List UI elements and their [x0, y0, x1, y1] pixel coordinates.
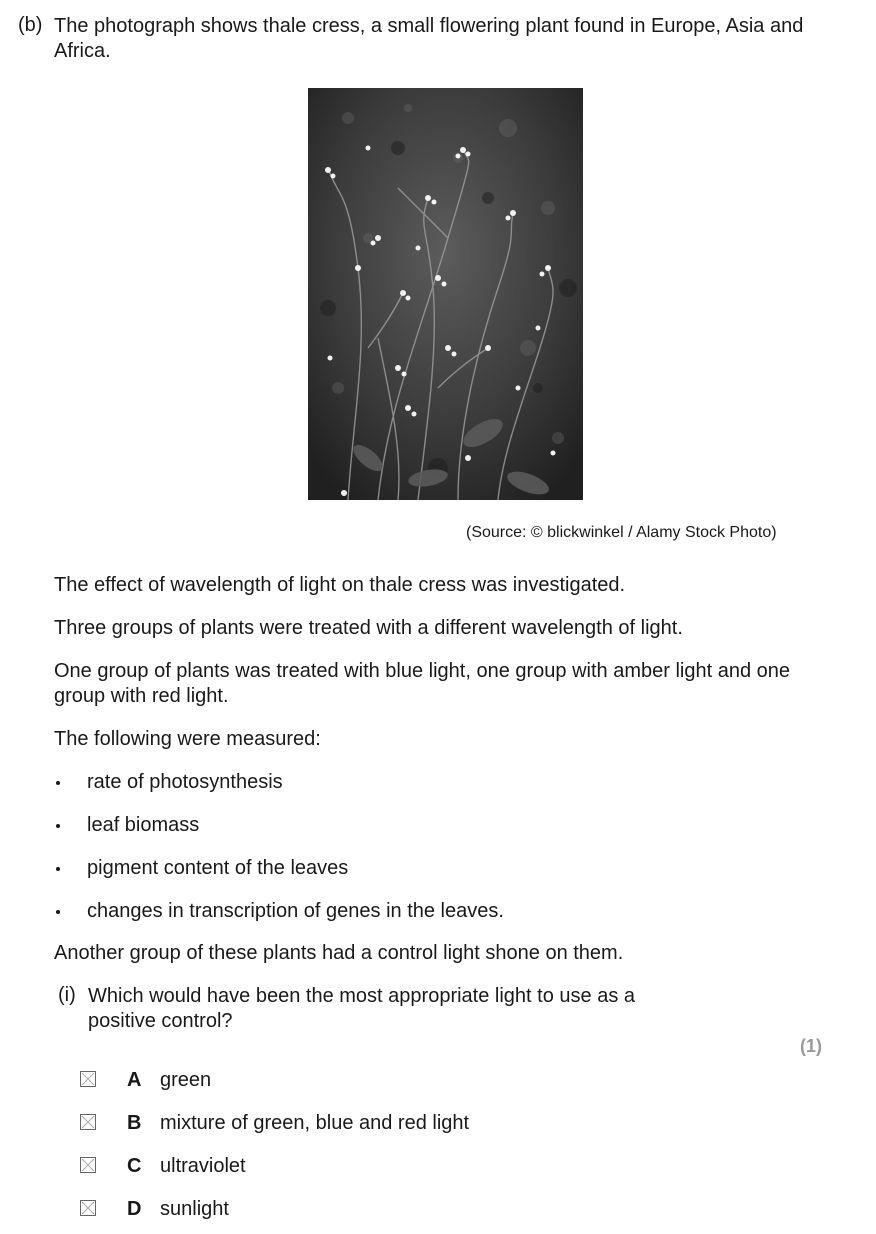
option-d[interactable] [80, 1198, 680, 1228]
list-item [54, 770, 754, 813]
marks-label: (1) [800, 1036, 822, 1056]
list-item-text: leaf biomass [87, 814, 200, 836]
option-letter: D [127, 1198, 142, 1220]
photo-illustration [308, 88, 583, 500]
measured-list [54, 770, 754, 942]
intro-text: The photograph shows thale cress, a small flowering plant found in Europe, Asia and Africa. [54, 15, 804, 62]
sub-question-text: Which would have been the most appropriate light to use as a positive control? [88, 985, 635, 1032]
paragraph-control: Another group of these plants had a control light shone on them. [54, 942, 624, 964]
part-label: (b) [18, 14, 43, 36]
paragraph-treatments: One group of plants was treated with blue light, one group with amber light and one group with red light. [54, 660, 791, 707]
answer-checkbox[interactable] [80, 1200, 96, 1216]
thale-cress-photo [308, 88, 583, 500]
option-c[interactable] [80, 1155, 680, 1185]
cross-box-icon [81, 1072, 95, 1086]
option-b[interactable] [80, 1112, 680, 1142]
option-text: mixture of green, blue and red light [160, 1112, 470, 1134]
list-item [54, 813, 754, 856]
cross-box-icon [81, 1115, 95, 1129]
list-item-text: changes in transcription of genes in the leaves. [87, 900, 504, 922]
option-text: ultraviolet [160, 1155, 246, 1177]
bullet-icon [56, 867, 60, 871]
cross-box-icon [81, 1158, 95, 1172]
bullet-icon [56, 824, 60, 828]
photo-source-credit: (Source: © blickwinkel / Alamy Stock Photo) [466, 524, 777, 541]
paragraph-investigation: The effect of wavelength of light on thale cress was investigated. [54, 574, 626, 596]
list-item [54, 899, 754, 942]
list-item [54, 856, 754, 899]
option-text: sunlight [160, 1198, 229, 1220]
paragraph-groups: Three groups of plants were treated with a different wavelength of light. [54, 617, 683, 639]
answer-checkbox[interactable] [80, 1071, 96, 1087]
list-item-text: pigment content of the leaves [87, 857, 349, 879]
option-a[interactable] [80, 1069, 680, 1099]
cross-box-icon [81, 1201, 95, 1215]
paragraph-measured-intro: The following were measured: [54, 728, 321, 750]
option-text: green [160, 1069, 212, 1091]
option-letter: C [127, 1155, 142, 1177]
answer-checkbox[interactable] [80, 1114, 96, 1130]
option-letter: A [127, 1069, 142, 1091]
bullet-icon [56, 781, 60, 785]
answer-checkbox[interactable] [80, 1157, 96, 1173]
sub-question-label: (i) [58, 984, 76, 1006]
bullet-icon [56, 910, 60, 914]
list-item-text: rate of photosynthesis [87, 771, 283, 793]
option-letter: B [127, 1112, 142, 1134]
